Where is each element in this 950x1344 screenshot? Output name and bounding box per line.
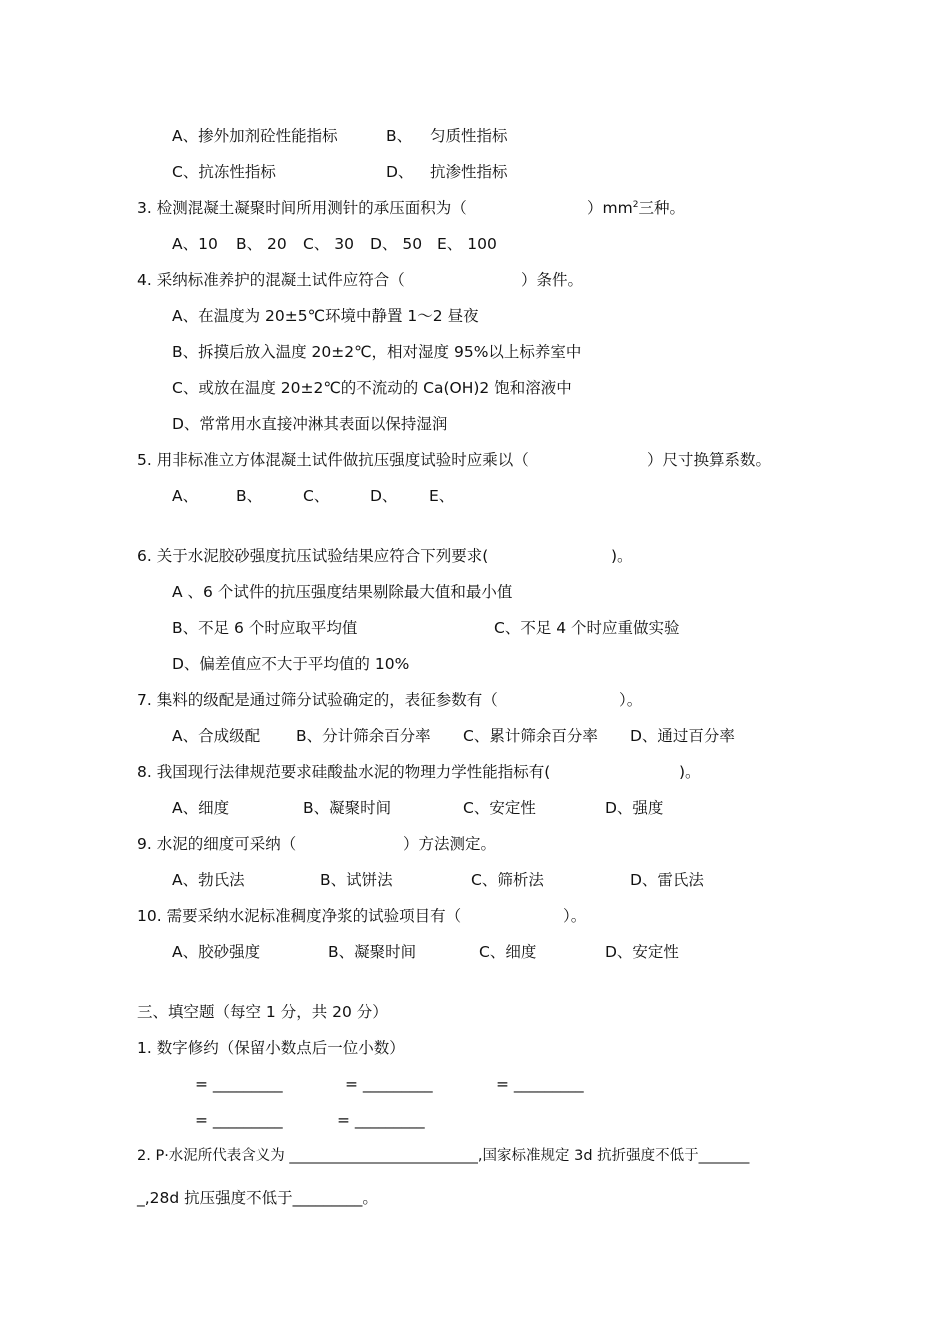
q8-option: C、安定性 <box>463 799 536 817</box>
q3-stem-start: 3. 检测混凝土凝聚时间所用测针的承压面积为（ <box>137 199 467 217</box>
q5-option: E、 <box>429 487 455 505</box>
q4-option-c: C、或放在温度 20±2℃的不流动的 Ca(OH)2 饱和溶液中 <box>172 379 572 397</box>
q4-option-d: D、常常用水直接冲淋其表面以保持湿润 <box>172 415 448 433</box>
q7-option: C、累计筛余百分率 <box>463 727 598 745</box>
q2-option-a: A、掺外加剂砼性能指标 <box>172 127 338 145</box>
q8-stem: 8. 我国现行法律规范要求硅酸盐水泥的物理力学性能指标有( )。 <box>137 763 701 781</box>
q10-stem: 10. 需要采纳水泥标准稠度净浆的试验项目有（ ）。 <box>137 907 587 925</box>
section3-q2-line2: _,28d 抗压强度不低于_________。 <box>137 1189 378 1207</box>
q9-option: D、雷氏法 <box>630 871 704 889</box>
q5-option: C、 <box>303 487 330 505</box>
q5-stem: 5. 用非标准立方体混凝土试件做抗压强度试验时应乘以（ ）尺寸换算系数。 <box>137 451 772 469</box>
q9-option: C、筛析法 <box>471 871 544 889</box>
q9-stem: 9. 水泥的细度可采纳（ ）方法测定。 <box>137 835 497 853</box>
q3-stem-end: ）$mm^2$三种。 <box>587 199 685 217</box>
q10-option: A、胶砂强度 <box>172 943 261 961</box>
q8-option: A、细度 <box>172 799 230 817</box>
section3-q1-stem: 1. 数字修约（保留小数点后一位小数） <box>137 1039 405 1057</box>
q3-option: E、 100 <box>437 235 497 253</box>
q7-option: D、通过百分率 <box>630 727 735 745</box>
q6-option-c: C、不足 4 个时应重做实验 <box>494 619 680 637</box>
q6-option-d: D、偏差值应不大于平均值的 10% <box>172 655 410 673</box>
fill-blank: = _________ <box>337 1111 425 1129</box>
q2-option-c: C、抗冻性指标 <box>172 163 276 181</box>
q4-stem: 4. 采纳标准养护的混凝土试件应符合（ ）条件。 <box>137 271 584 289</box>
fill-blank: = _________ <box>345 1075 433 1093</box>
q3-option: D、 50 <box>370 235 423 253</box>
q7-option: B、分计筛余百分率 <box>296 727 431 745</box>
fill-blank: = _________ <box>195 1111 283 1129</box>
q8-option: B、凝聚时间 <box>303 799 392 817</box>
q6-option-a: A 、6 个试件的抗压强度结果剔除最大值和最小值 <box>172 583 513 601</box>
q7-option: A、合成级配 <box>172 727 261 745</box>
q2-option-d-label: D、 <box>386 163 414 181</box>
q3-option: C、 30 <box>303 235 354 253</box>
q9-option: A、勃氏法 <box>172 871 245 889</box>
q4-option-a: A、在温度为 20±5℃环境中静置 1～2 昼夜 <box>172 307 479 325</box>
q10-option: C、细度 <box>479 943 537 961</box>
section3-q2-line1: 2. P·水泥所代表含义为 __________________________,国家标准规定 3d 抗折强度不低于_______ <box>137 1148 750 1164</box>
q9-option: B、试饼法 <box>320 871 393 889</box>
fill-blank: = _________ <box>496 1075 584 1093</box>
q10-option: B、凝聚时间 <box>328 943 417 961</box>
fill-blank: = _________ <box>195 1075 283 1093</box>
q8-option: D、强度 <box>605 799 664 817</box>
q5-option: B、 <box>236 487 263 505</box>
section3-title: 三、填空题（每空 1 分，共 20 分） <box>137 1003 388 1021</box>
q5-option: D、 <box>370 487 398 505</box>
q6-option-b: B、不足 6 个时应取平均值 <box>172 619 358 637</box>
q5-option: A、 <box>172 487 199 505</box>
q3-option: B、 20 <box>236 235 287 253</box>
q4-option-b: B、拆摸后放入温度 20±2℃，相对湿度 95%以上标养室中 <box>172 343 582 361</box>
q2-option-b-label: B、 <box>386 127 413 145</box>
q6-stem: 6. 关于水泥胶砂强度抗压试验结果应符合下列要求( )。 <box>137 547 633 565</box>
q10-option: D、安定性 <box>605 943 679 961</box>
q3-option: A、10 <box>172 235 218 253</box>
q7-stem: 7. 集料的级配是通过筛分试验确定的，表征参数有（ ）。 <box>137 691 643 709</box>
q2-option-d-text: 抗渗性指标 <box>430 163 508 181</box>
q2-option-b-text: 匀质性指标 <box>430 127 508 145</box>
